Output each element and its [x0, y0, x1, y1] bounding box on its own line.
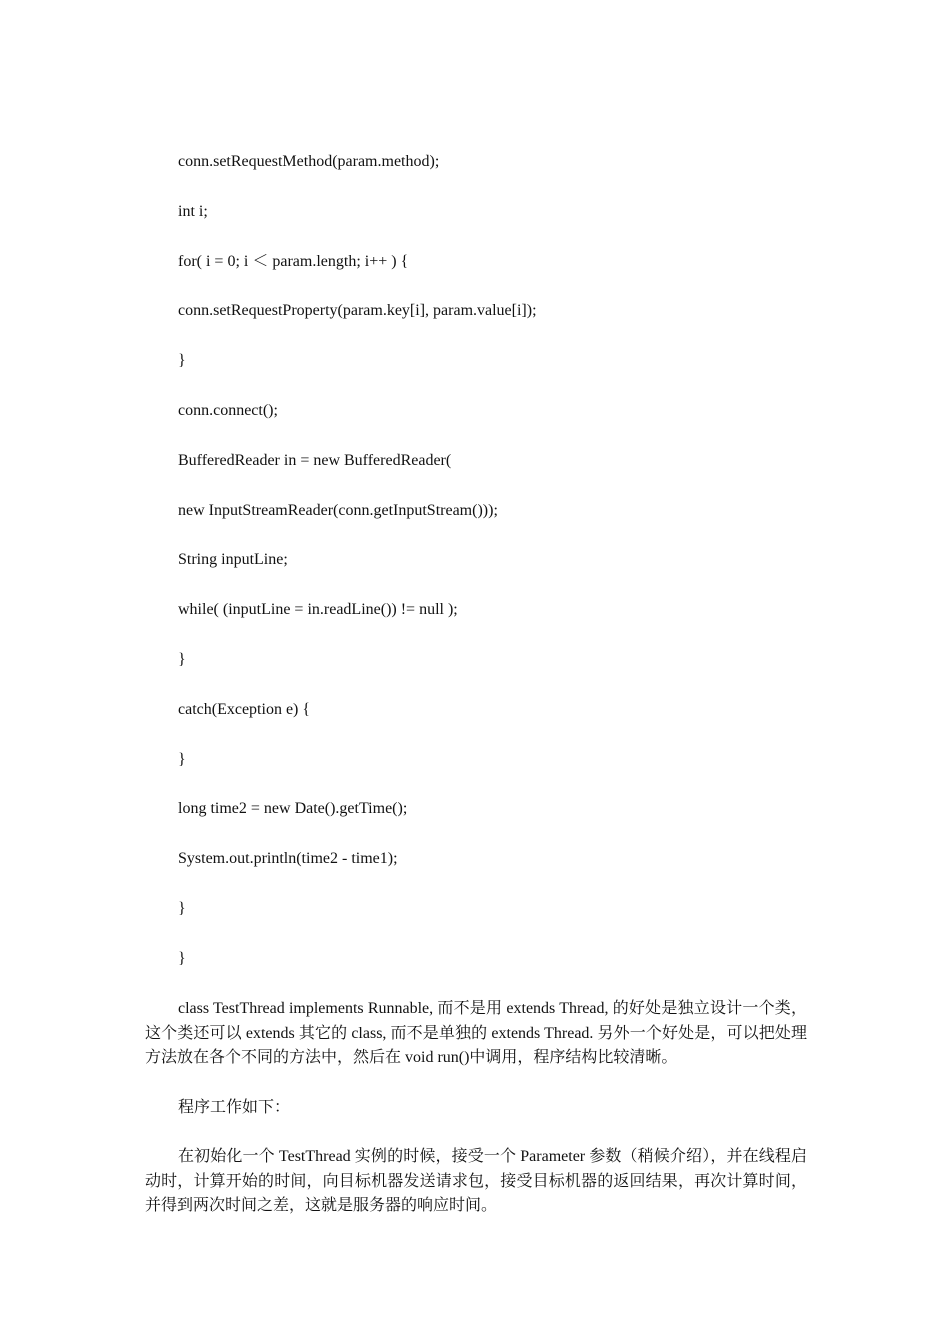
code-line: conn.setRequestMethod(param.method);: [178, 153, 440, 170]
code-line: conn.setRequestProperty(param.key[i], param.value[i]);: [178, 302, 537, 320]
paragraph-runnable-explanation: class TestThread implements Runnable, 而不是用 extends Thread, 的好处是独立设计一个类，这个类还可以 extends 其它的 class, 而不是单独的 extends Thread. 另外一个好处是，可以把处理方法放在各个不同的方法中，然后在 void run()中调用，程序结构比较清晰。: [145, 1000, 807, 1066]
code-line: catch(Exception e) {: [178, 700, 311, 718]
code-line: new InputStreamReader(conn.getInputStream()));: [178, 501, 498, 519]
paragraph-workflow-description: 在初始化一个 TestThread 实例的时候，接受一个 Parameter 参数（稍候介绍），并在线程启动时，计算开始的时间，向目标机器发送请求包，接受目标机器的返回结果，再次计算时间，并得到两次时间之差，这就是服务器的响应时间。: [145, 1148, 807, 1214]
code-line: }: [178, 650, 186, 668]
code-line: long time2 = new Date().getTime();: [178, 800, 408, 818]
prose-section: [145, 997, 807, 1244]
code-line: BufferedReader in = new BufferedReader(: [178, 451, 452, 469]
code-line: }: [178, 949, 186, 967]
code-line: conn.connect();: [178, 401, 278, 419]
code-line: String inputLine;: [178, 551, 288, 569]
code-line: while( (inputLine = in.readLine()) != null );: [178, 601, 458, 619]
paragraph-workflow-heading: 程序工作如下：: [178, 1098, 291, 1116]
code-block: [178, 150, 818, 997]
code-line: }: [178, 899, 186, 917]
code-line: System.out.println(time2 - time1);: [178, 850, 398, 868]
code-line: int i;: [178, 202, 208, 220]
code-line: }: [178, 750, 186, 768]
code-line: for( i = 0; i ＜ param.length; i++ ) {: [178, 252, 409, 270]
code-line: }: [178, 352, 186, 370]
